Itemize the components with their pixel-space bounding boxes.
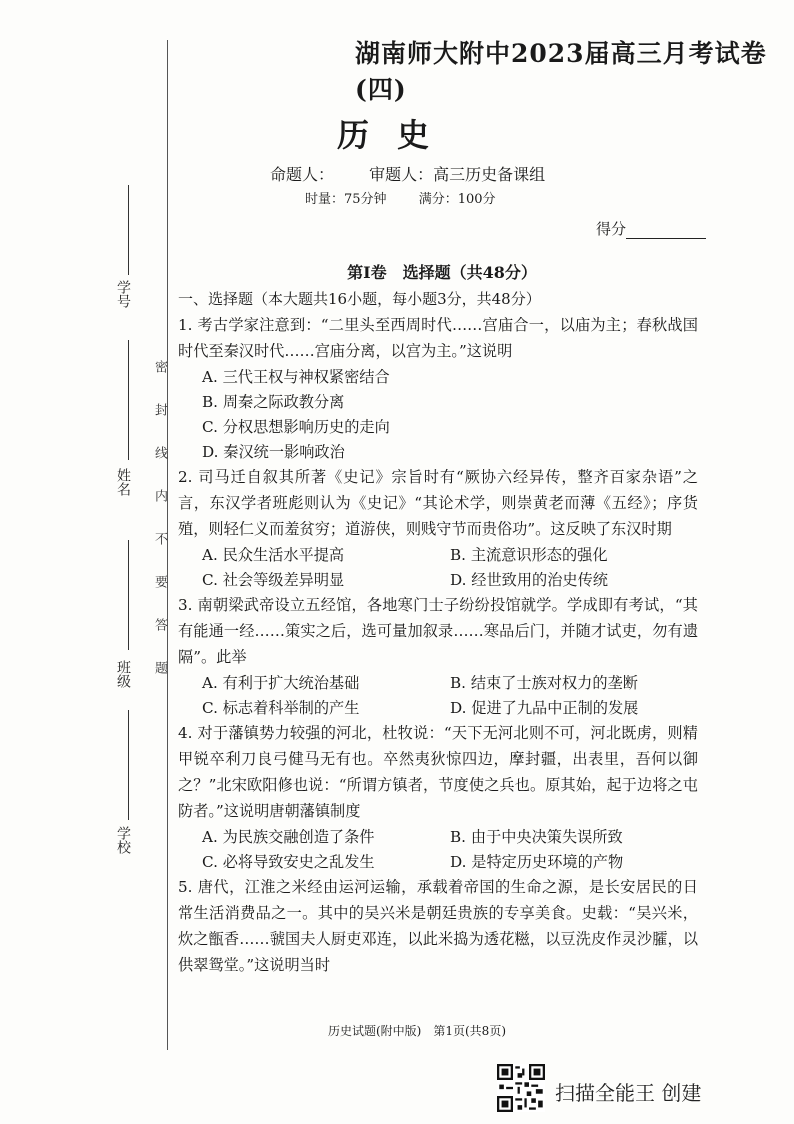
exam-title: 湖南师大附中2023届高三月考试卷(四) <box>355 39 767 104</box>
question-stem: 4. 对于藩镇势力较强的河北，杜牧说：“天下无河北则不可，河北既虏，则精甲锐卒利刀良弓健马无有也。卒然夷狄惊四边，摩封疆，出表里，吾何以御之？”北宋欧阳修也说：“所谓方镇者，节度使之兵也。原其始，起于边将之屯防者。”这说明唐朝藩镇制度 <box>178 724 698 820</box>
option-b: B. 由于中央决策失误所致 <box>450 828 623 846</box>
section-title: 一、选择题（本大题共16小题，每小题3分，共48分） <box>178 290 541 308</box>
options <box>178 364 698 464</box>
option-d: D. 是特定历史环境的产物 <box>450 853 624 871</box>
question-1 <box>178 312 698 464</box>
reviewer-label: 审题人：高三历史备课组 <box>369 165 546 184</box>
option-a: A. 三代王权与神权紧密结合 <box>202 368 390 386</box>
qr-code-icon <box>497 1064 545 1112</box>
question-stem: 3. 南朝梁武帝设立五经馆，各地寒门士子纷纷投馆就学。学成即有考试，“其有能通一经……策实之后，选可量加叙录……寒品后门，并随才试吏，勿有遗隔”。此举 <box>178 596 698 666</box>
field-label-student-id: 学号 <box>115 280 131 308</box>
options <box>178 542 698 592</box>
field-blank-name <box>128 340 129 460</box>
field-blank-school <box>128 710 129 820</box>
option-b: B. 结束了士族对权力的垄断 <box>450 674 638 692</box>
question-stem: 1. 考古学家注意到：“二里头至西周时代……宫庙合一，以庙为主；春秋战国时代至秦汉时代……宫庙分离，以宫为主。”这说明 <box>178 316 698 360</box>
question-stem: 2. 司马迁自叙其所著《史记》宗旨时有“厥协六经异传，整齐百家杂语”之言，东汉学者班彪则认为《史记》“其论术学，则崇黄老而薄《五经》；序货殖，则轻仁义而羞贫穷；道游侠，则贱守节而贵俗功”。这反映了东汉时期 <box>178 468 698 538</box>
score-blank[interactable] <box>626 224 706 239</box>
question-list <box>178 312 698 978</box>
option-a: A. 为民族交融创造了条件 <box>202 828 375 846</box>
full-score: 满分：100分 <box>418 192 496 207</box>
time-limit: 时量：75分钟 <box>305 192 387 207</box>
options <box>178 824 698 874</box>
options <box>178 670 698 720</box>
score-label: 得分 <box>596 220 627 238</box>
option-c: C. 分权思想影响历史的走向 <box>202 418 390 436</box>
option-a: A. 民众生活水平提高 <box>202 546 345 564</box>
question-3 <box>178 592 698 720</box>
option-a: A. 有利于扩大统治基础 <box>202 674 360 692</box>
option-d: D. 经世致用的治史传统 <box>450 571 608 589</box>
page-footer: 历史试题(附中版) 第1页(共8页) <box>328 1024 506 1038</box>
field-label-class: 班级 <box>115 660 131 688</box>
option-b: B. 周秦之际政教分离 <box>202 393 345 411</box>
option-b: B. 主流意识形态的强化 <box>450 546 608 564</box>
score-box[interactable] <box>596 218 706 239</box>
timing-line <box>305 188 524 207</box>
option-c: C. 社会等级差异明显 <box>202 571 345 589</box>
field-label-name: 姓名 <box>115 468 131 496</box>
subject-title: 历史 <box>336 116 457 154</box>
option-d: D. 促进了九品中正制的发展 <box>450 699 639 717</box>
question-4 <box>178 720 698 874</box>
field-blank-class <box>128 540 129 650</box>
question-5 <box>178 874 698 978</box>
proposer-label: 命题人： <box>270 165 335 184</box>
part-title: 第Ⅰ卷 选择题（共48分） <box>347 263 537 282</box>
question-2 <box>178 464 698 592</box>
option-d: D. 秦汉统一影响政治 <box>202 443 345 461</box>
option-c: C. 必将导致安史之乱发生 <box>202 853 375 871</box>
seal-text: 密封线内不要答题 <box>152 360 167 704</box>
scanner-watermark: 扫描全能王 创建 <box>555 1081 702 1105</box>
authors-line <box>270 162 575 185</box>
field-label-school: 学校 <box>115 826 131 854</box>
option-c: C. 标志着科举制的产生 <box>202 699 360 717</box>
question-stem: 5. 唐代，江淮之米经由运河运输，承载着帝国的生命之源，是长安居民的日常生活消费品之一。其中的吴兴米是朝廷贵族的专享美食。史载：“吴兴米，炊之甑香……虢国夫人厨吏邓连，以此米捣为透花糍，以豆洗皮作灵沙臛，以供翠鸳堂。”这说明当时 <box>178 878 698 974</box>
